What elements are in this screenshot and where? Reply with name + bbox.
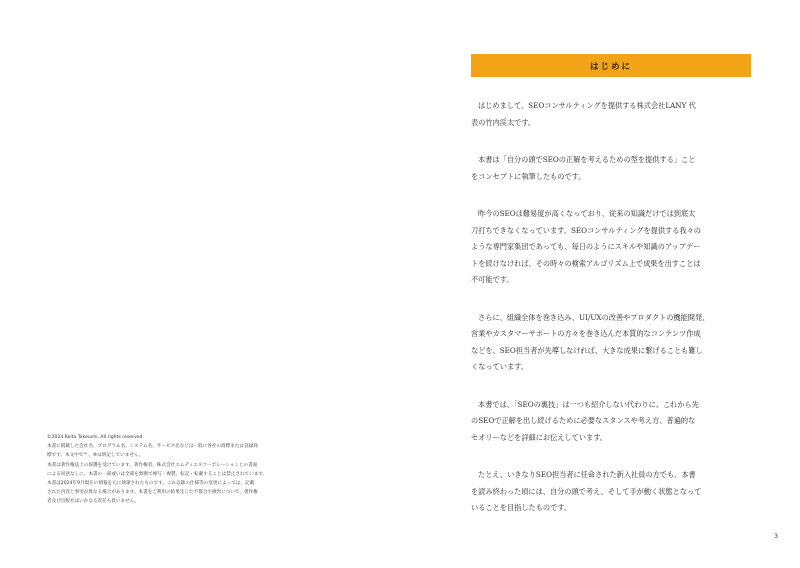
text-line: 表の竹内渓太です。 (471, 117, 536, 127)
text-line: 刀打ちできなくなっています。SEOコンサルティングを提供する我々の (471, 225, 701, 235)
copyright-line: された内容と事実が異なる場合があります。本書をご利用の結果生じた不都合や損害について、著作権 (47, 490, 258, 496)
paragraph-goal (471, 467, 753, 517)
text-line: トを続けなければ、その時々の検索アルゴリズム上で成果を出すことは (471, 258, 701, 268)
copyright-line: による同意なしに、本書の一部或いは全部を無断で複写・複製、転記・転載することは禁止されています。 (47, 471, 268, 477)
text-line: ような専門家集団であっても、毎日のようにスキルや知識のアップデー (471, 242, 701, 251)
text-line: セオリーなどを詳細にお伝えしています。 (471, 432, 607, 442)
text-line: たとえ、いきなりSEO担当者に任命された新入社員の方でも、本書 (478, 470, 696, 479)
text-line: いることを目指したものです。 (471, 503, 572, 512)
body-text (471, 98, 753, 538)
copyright-block (47, 433, 317, 507)
paragraph-concept (471, 152, 753, 185)
text-line: さらに、組織全体を巻き込み、UI/UXの改善やプロダクトの機能開発、 (478, 312, 710, 322)
paragraph-approach (471, 397, 753, 447)
text-line: をコンセプトに執筆したものです。 (471, 171, 586, 181)
copyright-line: 本書は著作権法上の保護を受けています。著作権者、株式会社エムディエヌコーポレーションとの書面 (47, 462, 258, 468)
chapter-heading-bar (471, 54, 751, 77)
text-line: 不可能です。 (471, 275, 514, 284)
text-line: 営業やカスタマーサポートの方々を巻き込んだ本質的なコンテンツ作成 (471, 329, 701, 338)
text-line: を読み終わった頃には、自分の頭で考え、そして手が動く状態となって (471, 486, 702, 496)
right-page (400, 0, 800, 568)
paragraph-organization (471, 310, 753, 376)
text-line: はじめまして。SEOコンサルティングを提供する株式会社LANY 代 (478, 101, 696, 110)
copyright-line: ©2024 Keita Takeuchi, All rights reserved. (47, 435, 144, 440)
text-line: 本書は「自分の頭でSEOの正解を考えるための型を提供する」こと (478, 155, 696, 164)
copyright-line: 本書に掲載した会社名、プログラム名、システム名、サービス名などは一般に各社の商標または登録商 (47, 444, 258, 450)
copyright-line: 標です。本文中で™、®は明記していません。 (47, 453, 144, 459)
paragraph-intro (471, 98, 753, 131)
copyright-line: 者及び出版社はいかなる責任も負いません。 (47, 499, 140, 505)
text-line: くなっています。 (471, 362, 528, 371)
paragraph-difficulty (471, 206, 753, 289)
text-line: などを、SEO担当者が先導しなければ、大きな成果に繋げることも難し (471, 345, 703, 355)
page-number: 3 (774, 533, 778, 540)
text-line: 本書では、「SEOの裏技」は一つも紹介しない代わりに、これから先 (478, 399, 699, 409)
chapter-heading: はじめに (589, 61, 632, 72)
text-line: のSEOで正解を出し続けるために必要なスタンスや考え方、普遍的な (471, 416, 696, 425)
text-line: 昨今のSEOは難易度が高くなっており、従来の知識だけでは到底太 (478, 209, 696, 218)
copyright-line: 本書は2024年9月現在の情報を元に執筆されたものです。これ以降の仕様等の変更によっては、記載 (47, 481, 255, 487)
